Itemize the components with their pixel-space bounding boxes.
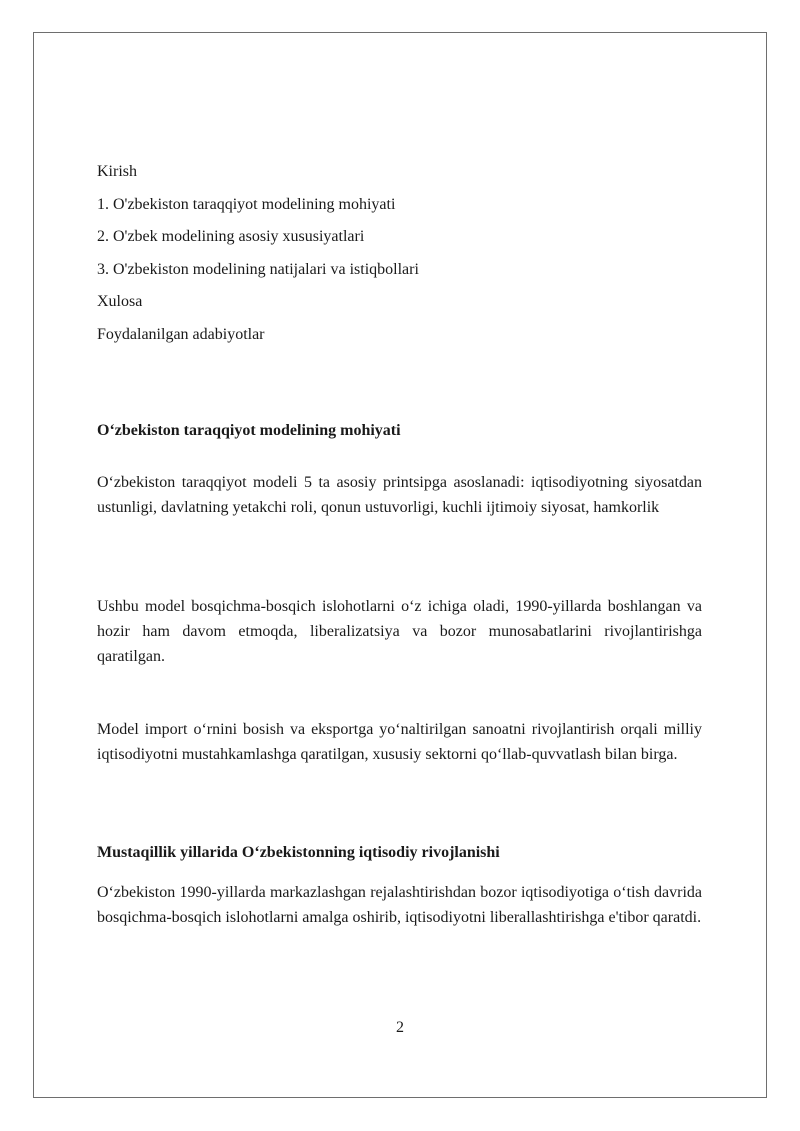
paragraph-transition: O‘zbekiston 1990-yillarda markazlashgan rejalashtirishdan bozor iqtisodiyotiga o‘tish davrida bosqichma-bosqich islohotlarni amalga oshirib, iqtisodiyotni liberallashtirishga e'tibor qaratdi. [97, 884, 702, 926]
toc-item-intro: Kirish [97, 163, 137, 180]
section-heading-economic-development: Mustaqillik yillarida O‘zbekistonning iqtisodiy rivojlanishi [97, 844, 500, 861]
page-number: 2 [396, 1019, 404, 1036]
paragraph-principles: O‘zbekiston taraqqiyot modeli 5 ta asosiy printsipga asoslanadi: iqtisodiyotning siyosatdan ustunligi, davlatning yetakchi roli, qonun ustuvorligi, kuchli ijtimoiy siyosat, hamkorlik [97, 474, 702, 516]
paragraph-reforms: Ushbu model bosqichma-bosqich islohotlarni o‘z ichiga oladi, 1990-yillarda boshlangan va hozir ham davom etmoqda, liberalizatsiya va bozor munosabatlarini rivojlantirishga qaratilgan. [97, 598, 702, 665]
toc-item-2: 2. O'zbek modelining asosiy xususiyatlari [97, 228, 365, 246]
toc-item-3: 3. O'zbekiston modelining natijalari va istiqbollari [97, 260, 419, 278]
paragraph-import-substitution: Model import o‘rnini bosish va eksportga yo‘naltirilgan sanoatni rivojlantirish orqali milliy iqtisodiyotni mustahkamlashga qaratilgan, xususiy sektorni qo‘llab-quvvatlash bilan birga. [97, 721, 702, 763]
toc-item-references: Foydalanilgan adabiyotlar [97, 325, 265, 343]
table-of-contents [97, 159, 702, 355]
toc-item-conclusion: Xulosa [97, 293, 143, 311]
toc-item-1: 1. O'zbekiston taraqqiyot modelining mohiyati [97, 195, 396, 213]
section-heading-model-essence: O‘zbekiston taraqqiyot modelining mohiyati [97, 422, 401, 439]
